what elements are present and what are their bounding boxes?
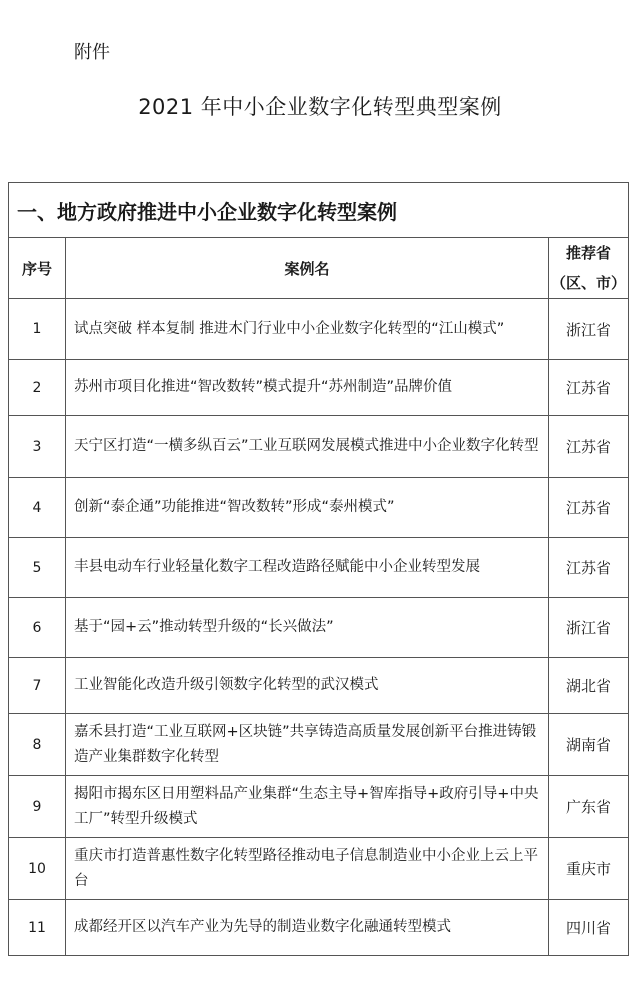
table-row: [9, 900, 629, 956]
row-index: 1: [9, 299, 66, 360]
column-header-index: 序号: [9, 238, 66, 299]
row-province: 广东省: [549, 776, 629, 838]
row-case-name: 丰县电动车行业轻量化数字工程改造路径赋能中小企业转型发展: [66, 538, 549, 598]
attachment-label: 附件: [74, 42, 110, 63]
row-index: 2: [9, 360, 66, 416]
row-province: 浙江省: [549, 598, 629, 658]
section-title: 一、地方政府推进中小企业数字化转型案例: [9, 183, 629, 238]
header-row: [9, 238, 629, 299]
table-row: [9, 360, 629, 416]
table-row: [9, 714, 629, 776]
row-index: 4: [9, 478, 66, 538]
row-case-name: 成都经开区以汽车产业为先导的制造业数字化融通转型模式: [66, 900, 549, 956]
row-case-name: 苏州市项目化推进“智改数转”模式提升“苏州制造”品牌价值: [66, 360, 549, 416]
column-header-province-line2: （区、市）: [551, 274, 627, 292]
row-case-name: 天宁区打造“一横多纵百云”工业互联网发展模式推进中小企业数字化转型: [66, 416, 549, 478]
table-row: [9, 478, 629, 538]
column-header-province-line1: 推荐省: [566, 244, 612, 262]
table-row: [9, 538, 629, 598]
row-province: 浙江省: [549, 299, 629, 360]
row-case-name: 试点突破 样本复制 推进木门行业中小企业数字化转型的“江山模式”: [66, 299, 549, 360]
table-row: [9, 776, 629, 838]
row-index: 6: [9, 598, 66, 658]
row-index: 7: [9, 658, 66, 714]
table-row: [9, 416, 629, 478]
row-province: 湖南省: [549, 714, 629, 776]
row-case-name: 重庆市打造普惠性数字化转型路径推动电子信息制造业中小企业上云上平台: [66, 838, 549, 900]
row-index: 9: [9, 776, 66, 838]
table-row: [9, 299, 629, 360]
row-index: 10: [9, 838, 66, 900]
column-header-case-name: 案例名: [66, 238, 549, 299]
row-case-name: 揭阳市揭东区日用塑料品产业集群“生态主导+智库指导+政府引导+中央工厂”转型升级模式: [66, 776, 549, 838]
document-title: 2021 年中小企业数字化转型典型案例: [138, 95, 502, 119]
row-index: 8: [9, 714, 66, 776]
row-province: 重庆市: [549, 838, 629, 900]
row-index: 11: [9, 900, 66, 956]
table-row: [9, 838, 629, 900]
row-case-name: 基于“园+云”推动转型升级的“长兴做法”: [66, 598, 549, 658]
row-province: 江苏省: [549, 478, 629, 538]
case-table-container: [8, 182, 628, 956]
row-province: 四川省: [549, 900, 629, 956]
row-province: 江苏省: [549, 416, 629, 478]
table-row: [9, 658, 629, 714]
row-case-name: 创新“泰企通”功能推进“智改数转”形成“泰州模式”: [66, 478, 549, 538]
row-index: 3: [9, 416, 66, 478]
case-table: [8, 182, 629, 956]
row-province: 湖北省: [549, 658, 629, 714]
section-row: [9, 183, 629, 238]
table-row: [9, 598, 629, 658]
row-case-name: 嘉禾县打造“工业互联网+区块链”共享铸造高质量发展创新平台推进铸锻造产业集群数字化转型: [66, 714, 549, 776]
row-province: 江苏省: [549, 538, 629, 598]
column-header-province: [549, 238, 629, 299]
row-province: 江苏省: [549, 360, 629, 416]
row-index: 5: [9, 538, 66, 598]
row-case-name: 工业智能化改造升级引领数字化转型的武汉模式: [66, 658, 549, 714]
